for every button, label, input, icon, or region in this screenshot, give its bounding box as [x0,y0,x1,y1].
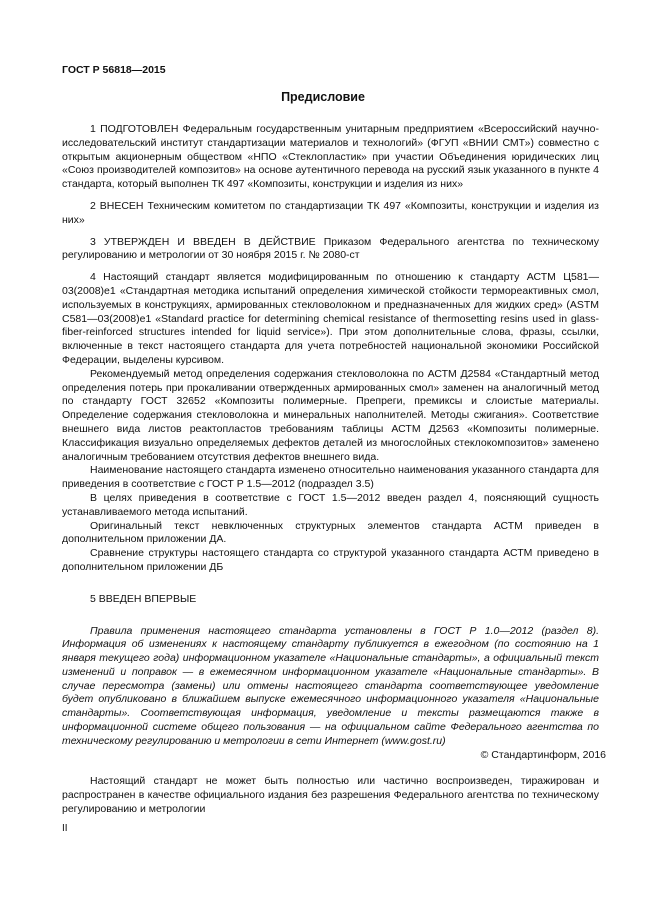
section-4-paragraph-6: Сравнение структуры настоящего стандарта со структурой указанного стандарта АСТМ приведено в дополнительном приложении ДБ [62,547,599,573]
section-4-paragraph-5: Оригинальный текст невключенных структурных элементов стандарта АСТМ приведен в дополнительном приложении ДА. [62,519,599,546]
section-1: 1 ПОДГОТОВЛЕН Федеральным государственным унитарным предприятием «Всероссийский научно-исследовательский институт стандартизации материалов и технологий» (ФГУП «ВНИИ СМТ») совместно с открытым акционерным обществом «НПО «Стеклопластик» при участии Объединения юридических лиц «Союз производителей композитов» на основе аутентичного перевода на русский язык указанного в пункте 4 стандарта, который выполнен ТК 497 «Композиты, конструкции и изделия из них» [62,123,599,191]
reproduction-notice: Настоящий стандарт не может быть полностью или частично воспроизведен, тиражирован и распространен в качестве официального издания без разрешения Федерального агентства по техническому регулированию и метрологии [62,775,599,815]
section-4-paragraph-2: Рекомендуемый метод определения содержания стекловолокна по АСТМ Д2584 «Стандартный метод определения потерь при прокаливании отвержденных армированных смол» заменен на аналогичный метод по стандарту ГОСТ 32652 «Композиты полимерные. Препреги, премиксы и слоистые материалы. Определение содержания стекловолокна и минеральных наполнителей. Методы сжигания». Соответствие внешнего вида листов реактопластов требованиям таблицы АСТМ Д2563 «Композиты полимерные. Классификация визуально определяемых дефектов деталей из многослойных стеклокомпозитов» заменено аналогичным требованием отсутствия дефектов внешнего вида. [62,367,599,463]
section-4-paragraph-1: 4 Настоящий стандарт является модифицированным по отношению к стандарту АСТМ Ц581—03(2008)е1 «Стандартная методика испытаний определения химической стойкости термореактивных смол, используемых в конструкциях, армированных стекловолокном и предназначенных для жидких сред» (ASTM C581—03(2008)e1 «Standard practice for determining chemical resistance of thermosetting resins used in glass-fiber-reinforced structures intended for liquid service»). При этом дополнительные слова, фразы, ссылки, включенные в текст настоящего стандарта для учета потребностей национальной экономики Российской Федерации, выделены курсивом. [62,271,599,366]
page-number: II [62,823,68,834]
section-3: 3 УТВЕРЖДЕН И ВВЕДЕН В ДЕЙСТВИЕ Приказом Федерального агентства по техническому регулированию и метрологии от 30 ноября 2015 г. № 2080-ст [62,235,599,262]
section-2: 2 ВНЕСЕН Техническим комитетом по стандартизации ТК 497 «Композиты, конструкции и изделия из них» [62,199,599,226]
standard-code: ГОСТ Р 56818—2015 [62,64,166,76]
section-5: 5 ВВЕДЕН ВПЕРВЫЕ [90,592,197,605]
application-notice: Правила применения настоящего стандарта установлены в ГОСТ Р 1.0—2012 (раздел 8). Информация об изменениях к настоящему стандарту публикуется в ежегодном (по состоянию на 1 января текущего года) информационном указателе «Национальные стандарты», а официальный текст изменений и поправок — в ежемесячном информационном указателе «Национальные стандарты». В случае пересмотра (замены) или отмены настоящего стандарта соответствующее уведомление будет опубликовано в ближайшем выпуске ежемесячного информационного указателя «Национальные стандарты». Соответствующая информация, уведомление и тексты размещаются также в информационной системе общего пользования — на официальном сайте Федерального агентства по техническому регулированию и метрологии в сети Интернет (www.gost.ru) [62,624,599,747]
preface-body [62,123,599,749]
reproduction-block [62,775,599,816]
section-4-paragraph-3: Наименование настоящего стандарта изменено относительно наименования указанного стандарта для приведения в соответствие с ГОСТ Р 1.5—2012 (подраздел 3.5) [62,464,599,491]
page-title: Предисловие [281,90,365,104]
section-4-paragraph-4: В целях приведения в соответствие с ГОСТ 1.5—2012 введен раздел 4, поясняющий сущность устанавливаемого метода испытаний. [62,491,599,518]
copyright: © Стандартинформ, 2016 [480,749,606,761]
